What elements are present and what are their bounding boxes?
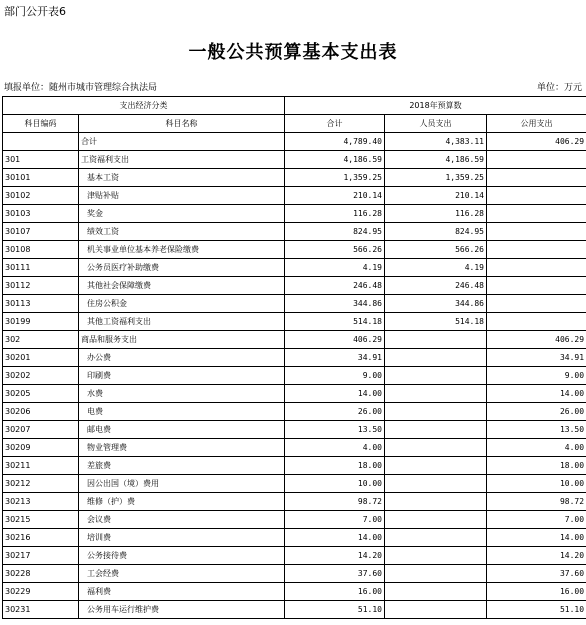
cell-code: 30113 — [3, 295, 79, 313]
cell-public: 406.29 — [487, 133, 586, 151]
cell-name: 商品和服务支出 — [79, 331, 285, 349]
cell-name: 福利费 — [79, 583, 285, 601]
cell-total: 34.91 — [285, 349, 385, 367]
cell-personnel — [385, 457, 487, 475]
header-name: 科目名称 — [79, 115, 285, 133]
cell-public: 9.00 — [487, 367, 586, 385]
cell-public — [487, 205, 586, 223]
cell-total: 210.14 — [285, 187, 385, 205]
table-row — [3, 241, 586, 259]
header-personnel: 人员支出 — [385, 115, 487, 133]
cell-personnel: 4,186.59 — [385, 151, 487, 169]
cell-total: 51.10 — [285, 601, 385, 619]
table-row — [3, 385, 586, 403]
cell-personnel — [385, 583, 487, 601]
cell-public: 14.00 — [487, 529, 586, 547]
cell-public — [487, 151, 586, 169]
page-title: 一般公共预算基本支出表 — [188, 42, 398, 63]
cell-name: 物业管理费 — [79, 439, 285, 457]
cell-public: 26.00 — [487, 403, 586, 421]
table-row — [3, 601, 586, 619]
cell-total: 246.48 — [285, 277, 385, 295]
cell-public: 51.10 — [487, 601, 586, 619]
cell-code: 30209 — [3, 439, 79, 457]
table-row — [3, 151, 586, 169]
table-row — [3, 529, 586, 547]
cell-code: 30101 — [3, 169, 79, 187]
cell-name: 住房公积金 — [79, 295, 285, 313]
cell-personnel — [385, 547, 487, 565]
cell-code: 30112 — [3, 277, 79, 295]
cell-code: 301 — [3, 151, 79, 169]
cell-public: 16.00 — [487, 583, 586, 601]
cell-personnel — [385, 565, 487, 583]
table-row — [3, 547, 586, 565]
cell-total: 4.19 — [285, 259, 385, 277]
cell-code: 30231 — [3, 601, 79, 619]
cell-total: 116.28 — [285, 205, 385, 223]
cell-total: 4.00 — [285, 439, 385, 457]
cell-total: 10.00 — [285, 475, 385, 493]
header-total: 合计 — [285, 115, 385, 133]
cell-personnel: 824.95 — [385, 223, 487, 241]
table-row — [3, 259, 586, 277]
budget-table — [2, 96, 586, 619]
cell-code: 30217 — [3, 547, 79, 565]
cell-public: 7.00 — [487, 511, 586, 529]
cell-code: 30207 — [3, 421, 79, 439]
table-row — [3, 223, 586, 241]
cell-name: 培训费 — [79, 529, 285, 547]
cell-personnel: 4,383.11 — [385, 133, 487, 151]
cell-total: 4,186.59 — [285, 151, 385, 169]
header-group-classification: 支出经济分类 — [3, 97, 285, 115]
cell-name: 其他社会保障缴费 — [79, 277, 285, 295]
cell-name: 水费 — [79, 385, 285, 403]
table-row — [3, 295, 586, 313]
cell-public — [487, 223, 586, 241]
cell-public: 13.50 — [487, 421, 586, 439]
cell-code: 30199 — [3, 313, 79, 331]
cell-total: 344.86 — [285, 295, 385, 313]
table-row — [3, 169, 586, 187]
cell-personnel — [385, 439, 487, 457]
cell-total: 7.00 — [285, 511, 385, 529]
cell-public: 37.60 — [487, 565, 586, 583]
cell-name: 电费 — [79, 403, 285, 421]
cell-name: 其他工资福利支出 — [79, 313, 285, 331]
cell-name: 公务用车运行维护费 — [79, 601, 285, 619]
cell-personnel: 566.26 — [385, 241, 487, 259]
cell-code: 302 — [3, 331, 79, 349]
table-row — [3, 421, 586, 439]
cell-total: 98.72 — [285, 493, 385, 511]
cell-name: 邮电费 — [79, 421, 285, 439]
cell-public: 406.29 — [487, 331, 586, 349]
cell-code: 30107 — [3, 223, 79, 241]
cell-personnel — [385, 421, 487, 439]
cell-code: 30215 — [3, 511, 79, 529]
table-row — [3, 205, 586, 223]
cell-public: 98.72 — [487, 493, 586, 511]
cell-public — [487, 169, 586, 187]
cell-personnel — [385, 367, 487, 385]
cell-total: 406.29 — [285, 331, 385, 349]
cell-name: 公务员医疗补助缴费 — [79, 259, 285, 277]
cell-code: 30206 — [3, 403, 79, 421]
cell-personnel — [385, 493, 487, 511]
cell-name: 机关事业单位基本养老保险缴费 — [79, 241, 285, 259]
cell-total: 514.18 — [285, 313, 385, 331]
cell-code: 30211 — [3, 457, 79, 475]
cell-total: 37.60 — [285, 565, 385, 583]
table-row — [3, 475, 586, 493]
cell-personnel — [385, 601, 487, 619]
cell-total: 824.95 — [285, 223, 385, 241]
cell-code: 30205 — [3, 385, 79, 403]
table-row — [3, 565, 586, 583]
cell-code — [3, 133, 79, 151]
table-row — [3, 367, 586, 385]
cell-name: 基本工资 — [79, 169, 285, 187]
cell-code: 30213 — [3, 493, 79, 511]
cell-public: 18.00 — [487, 457, 586, 475]
cell-personnel: 246.48 — [385, 277, 487, 295]
cell-code: 30103 — [3, 205, 79, 223]
cell-total: 18.00 — [285, 457, 385, 475]
cell-name: 公务接待费 — [79, 547, 285, 565]
cell-personnel — [385, 331, 487, 349]
cell-code: 30212 — [3, 475, 79, 493]
cell-personnel — [385, 403, 487, 421]
cell-personnel: 4.19 — [385, 259, 487, 277]
cell-public — [487, 277, 586, 295]
cell-name: 会议费 — [79, 511, 285, 529]
cell-code: 30102 — [3, 187, 79, 205]
header-public: 公用支出 — [487, 115, 586, 133]
cell-public — [487, 259, 586, 277]
table-row — [3, 439, 586, 457]
header-code: 科目编码 — [3, 115, 79, 133]
cell-code: 30201 — [3, 349, 79, 367]
cell-name: 维修（护）费 — [79, 493, 285, 511]
header-group-budget: 2018年预算数 — [285, 97, 586, 115]
cell-total: 1,359.25 — [285, 169, 385, 187]
table-row — [3, 277, 586, 295]
table-row — [3, 493, 586, 511]
cell-personnel — [385, 511, 487, 529]
cell-personnel — [385, 529, 487, 547]
cell-personnel: 116.28 — [385, 205, 487, 223]
table-row — [3, 583, 586, 601]
cell-name: 绩效工资 — [79, 223, 285, 241]
cell-total: 14.00 — [285, 385, 385, 403]
cell-public: 10.00 — [487, 475, 586, 493]
cell-personnel: 1,359.25 — [385, 169, 487, 187]
table-row — [3, 511, 586, 529]
cell-public — [487, 241, 586, 259]
cell-code: 30216 — [3, 529, 79, 547]
cell-name: 工资福利支出 — [79, 151, 285, 169]
cell-public: 14.20 — [487, 547, 586, 565]
cell-personnel: 344.86 — [385, 295, 487, 313]
cell-name: 津贴补贴 — [79, 187, 285, 205]
table-row — [3, 187, 586, 205]
cell-name: 工会经费 — [79, 565, 285, 583]
cell-total: 566.26 — [285, 241, 385, 259]
cell-code: 30229 — [3, 583, 79, 601]
cell-total: 4,789.40 — [285, 133, 385, 151]
cell-total: 26.00 — [285, 403, 385, 421]
cell-code: 30108 — [3, 241, 79, 259]
cell-personnel — [385, 349, 487, 367]
cell-code: 30202 — [3, 367, 79, 385]
cell-personnel: 210.14 — [385, 187, 487, 205]
cell-total: 13.50 — [285, 421, 385, 439]
cell-public — [487, 313, 586, 331]
cell-total: 9.00 — [285, 367, 385, 385]
cell-personnel: 514.18 — [385, 313, 487, 331]
cell-public: 4.00 — [487, 439, 586, 457]
table-row — [3, 331, 586, 349]
cell-public — [487, 187, 586, 205]
table-row — [3, 313, 586, 331]
currency-unit: 单位：万元 — [536, 83, 582, 93]
table-row — [3, 349, 586, 367]
cell-personnel — [385, 385, 487, 403]
cell-total: 16.00 — [285, 583, 385, 601]
cell-name: 因公出国（境）费用 — [79, 475, 285, 493]
cell-total: 14.00 — [285, 529, 385, 547]
cell-total: 14.20 — [285, 547, 385, 565]
cell-name: 差旅费 — [79, 457, 285, 475]
sheet-label: 部门公开表6 — [4, 5, 66, 18]
cell-code: 30111 — [3, 259, 79, 277]
cell-name: 印刷费 — [79, 367, 285, 385]
cell-name: 办公费 — [79, 349, 285, 367]
cell-personnel — [385, 475, 487, 493]
cell-public: 14.00 — [487, 385, 586, 403]
cell-name: 奖金 — [79, 205, 285, 223]
cell-public — [487, 295, 586, 313]
table-row — [3, 457, 586, 475]
cell-public: 34.91 — [487, 349, 586, 367]
reporting-unit: 填报单位：随州市城市管理综合执法局 — [4, 83, 158, 93]
table-row — [3, 133, 586, 151]
table-row — [3, 403, 586, 421]
cell-code: 30228 — [3, 565, 79, 583]
cell-name: 合计 — [79, 133, 285, 151]
